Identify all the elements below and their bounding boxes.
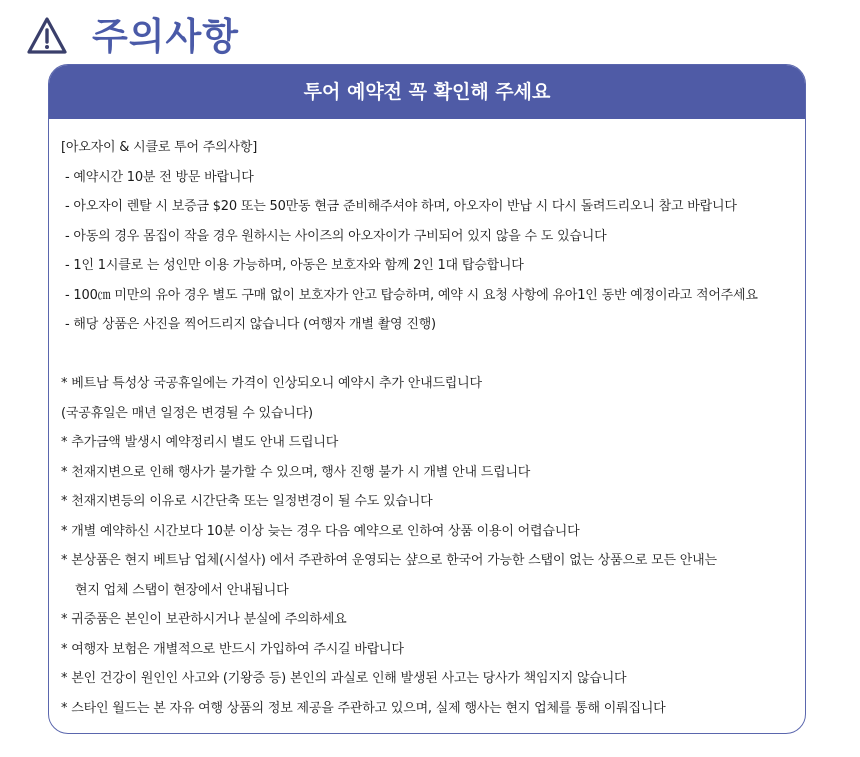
- notice-card: [48, 64, 806, 734]
- list-item: * 귀중품은 본인이 보관하시거나 분실에 주의하세요: [61, 612, 347, 627]
- list-item: * 추가금액 발생시 예약정리시 별도 안내 드립니다: [61, 435, 339, 450]
- list-item: * 여행자 보험은 개별적으로 반드시 가입하여 주시길 바랍니다: [61, 641, 404, 657]
- warning-triangle-icon: [26, 16, 68, 56]
- section-heading: [아오자이 & 시클로 투어 주의사항]: [61, 140, 258, 155]
- list-item: - 해당 상품은 사진을 찍어드리지 않습니다 (여행자 개별 촬영 진행): [65, 317, 436, 332]
- list-item: - 아동의 경우 몸집이 작을 경우 원하시는 사이즈의 아오자이가 구비되어 있지 않을 수 도 있습니다: [65, 228, 607, 244]
- list-item: * 스타인 월드는 본 자유 여행 상품의 정보 제공을 주관하고 있으며, 실제 행사는 현지 업체를 통해 이뤄집니다: [61, 700, 666, 716]
- header: [26, 10, 426, 62]
- spacer: [61, 340, 801, 370]
- list-item: * 천재지변등의 이유로 시간단축 또는 일정변경이 될 수도 있습니다: [61, 494, 433, 509]
- page-title: 주의사항: [92, 15, 239, 58]
- list-item: - 아오자이 렌탈 시 보증금 $20 또는 50만동 현금 준비해주셔야 하며, 아오자이 반납 시 다시 돌려드리오니 참고 바랍니다: [65, 199, 737, 214]
- list-item: 현지 업체 스탭이 현장에서 안내됩니다: [75, 582, 289, 598]
- list-item: - 100㎝ 미만의 유아 경우 별도 구매 없이 보호자가 안고 탑승하며, 예약 시 요청 사항에 유아1인 동반 예정이라고 적어주세요: [65, 287, 758, 303]
- list-item: * 본상품은 현지 베트남 업체(시설사) 에서 주관하여 운영되는 샾으로 한국어 가능한 스탭이 없는 상품으로 모든 안내는: [61, 553, 717, 568]
- list-item: * 개별 예약하신 시간보다 10분 이상 늦는 경우 다음 예약으로 인하여 상품 이용이 어렵습니다: [61, 523, 580, 539]
- list-item: * 본인 건강이 원인인 사고와 (기왕증 등) 본인의 과실로 인해 발생된 사고는 당사가 책임지지 않습니다: [61, 671, 627, 686]
- list-item: - 1인 1시클로 는 성인만 이용 가능하며, 아동은 보호자와 함께 2인 1대 탑승합니다: [65, 258, 524, 273]
- list-item: (국공휴일은 매년 일정은 변경될 수 있습니다): [61, 405, 313, 421]
- notice-body: [61, 133, 801, 723]
- list-item: * 천재지변으로 인해 행사가 불가할 수 있으며, 행사 진행 불가 시 개별 안내 드립니다: [61, 464, 531, 480]
- notice-banner: 투어 예약전 꼭 확인해 주세요: [49, 65, 805, 119]
- list-item: * 베트남 특성상 국공휴일에는 가격이 인상되오니 예약시 추가 안내드립니다: [61, 376, 482, 391]
- list-item: - 예약시간 10분 전 방문 바랍니다: [65, 169, 254, 185]
